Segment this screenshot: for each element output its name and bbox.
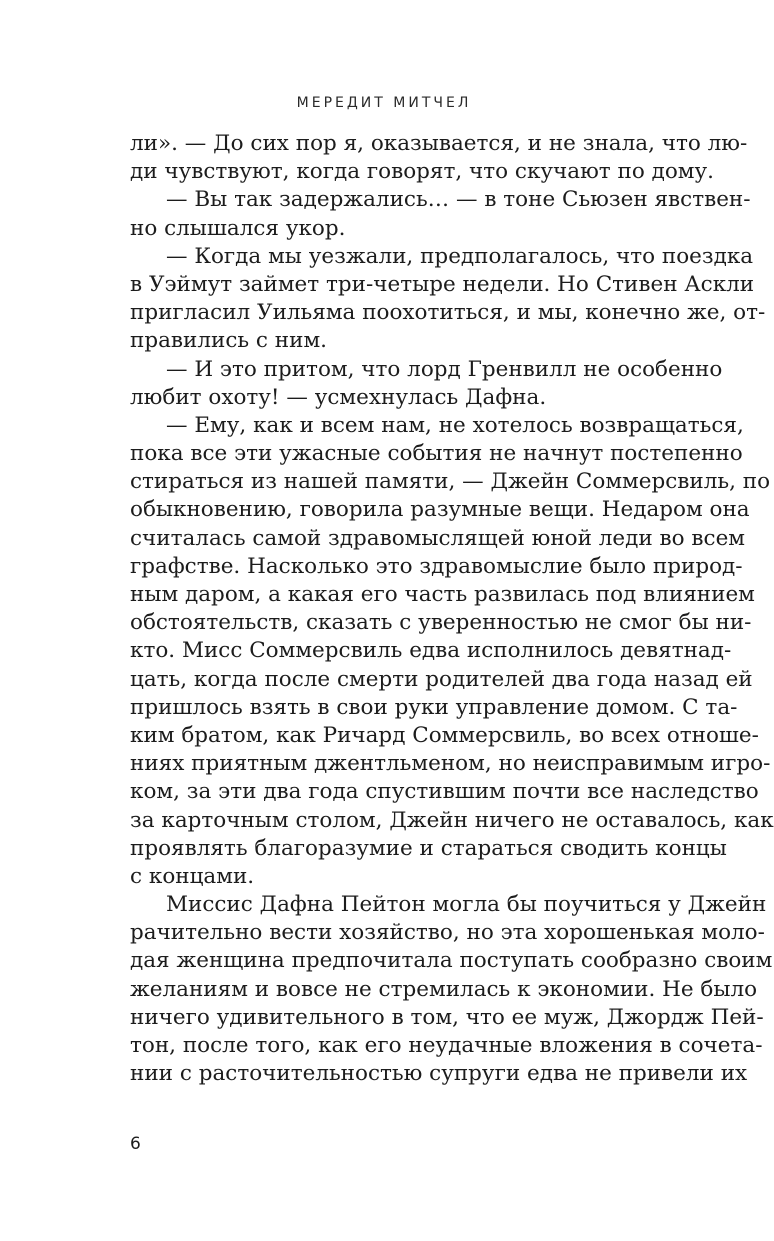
running-header: МЕРЕДИТ МИТЧЕЛ xyxy=(296,95,472,111)
text-line: стираться из нашей памяти, — Джейн Соммерсвиль, по xyxy=(130,469,771,495)
text-line: в Уэймут займет три-четыре недели. Но Стивен Аскли xyxy=(130,271,755,297)
text-line: ли». — До сих пор я, оказывается, и не знала, что лю- xyxy=(130,131,748,156)
text-line: с концами. xyxy=(130,863,255,889)
text-line: считалась самой здравомыслящей юной леди во всем xyxy=(130,525,746,551)
text-line: ди чувствуют, когда говорят, что скучают по дому. xyxy=(130,159,715,185)
text-line: дая женщина предпочитала поступать сообразно своим xyxy=(130,948,773,974)
text-line: ниях приятным джентльменом, но неисправимым игро- xyxy=(130,751,771,777)
body-text xyxy=(130,130,774,1088)
text-line: обыкновению, говорила разумные вещи. Недаром она xyxy=(130,497,750,523)
text-line: — Ему, как и всем нам, не хотелось возвращаться, xyxy=(166,412,744,438)
text-line: желаниям и вовсе не стремилась к экономии. Не было xyxy=(130,976,758,1002)
text-line: кто. Мисс Соммерсвиль едва исполнилось девятнад- xyxy=(130,638,732,664)
text-line: проявлять благоразумие и стараться сводить концы xyxy=(130,835,727,861)
text-line: но слышался укор. xyxy=(130,215,346,241)
text-line: ничего удивительного в том, что ее муж, Джордж Пей- xyxy=(130,1004,764,1030)
text-line: ким братом, как Ричард Соммерсвиль, во всех отноше- xyxy=(130,722,759,748)
text-line: пришлось взять в свои руки управление домом. С та- xyxy=(130,694,738,720)
text-line: пригласил Уильяма поохотиться, и мы, конечно же, от- xyxy=(130,300,766,326)
text-line: пока все эти ужасные события не начнут постепенно xyxy=(130,441,743,467)
page-number: 6 xyxy=(130,1134,141,1154)
text-line: цать, когда после смерти родителей два года назад ей xyxy=(130,666,753,692)
text-line: тон, после того, как его неудачные вложения в сочета- xyxy=(130,1033,763,1058)
text-line: правились с ним. xyxy=(130,328,328,354)
text-line: рачительно вести хозяйство, но эта хорошенькая моло- xyxy=(130,920,765,946)
text-line: графстве. Насколько это здравомыслие было природ- xyxy=(130,553,743,579)
text-line: Миссис Дафна Пейтон могла бы поучиться у Джейн xyxy=(166,892,767,918)
text-line: — Когда мы уезжали, предполагалось, что поездка xyxy=(166,243,754,269)
text-line: обстоятельств, сказать с уверенностью не смог бы ни- xyxy=(130,610,752,636)
text-line: ным даром, а какая его часть развилась под влиянием xyxy=(130,582,755,607)
text-line: — Вы так задержались… — в тоне Сьюзен явствен- xyxy=(166,187,751,213)
text-line: нии с расточительностью супруги едва не привели их xyxy=(130,1061,748,1087)
text-line: за карточным столом, Джейн ничего не оставалось, как xyxy=(130,807,774,833)
text-line: ком, за эти два года спустившим почти все наследство xyxy=(130,779,759,805)
text-line: — И это притом, что лорд Гренвилл не особенно xyxy=(166,356,723,382)
text-line: любит охоту! — усмехнулась Дафна. xyxy=(130,384,547,410)
